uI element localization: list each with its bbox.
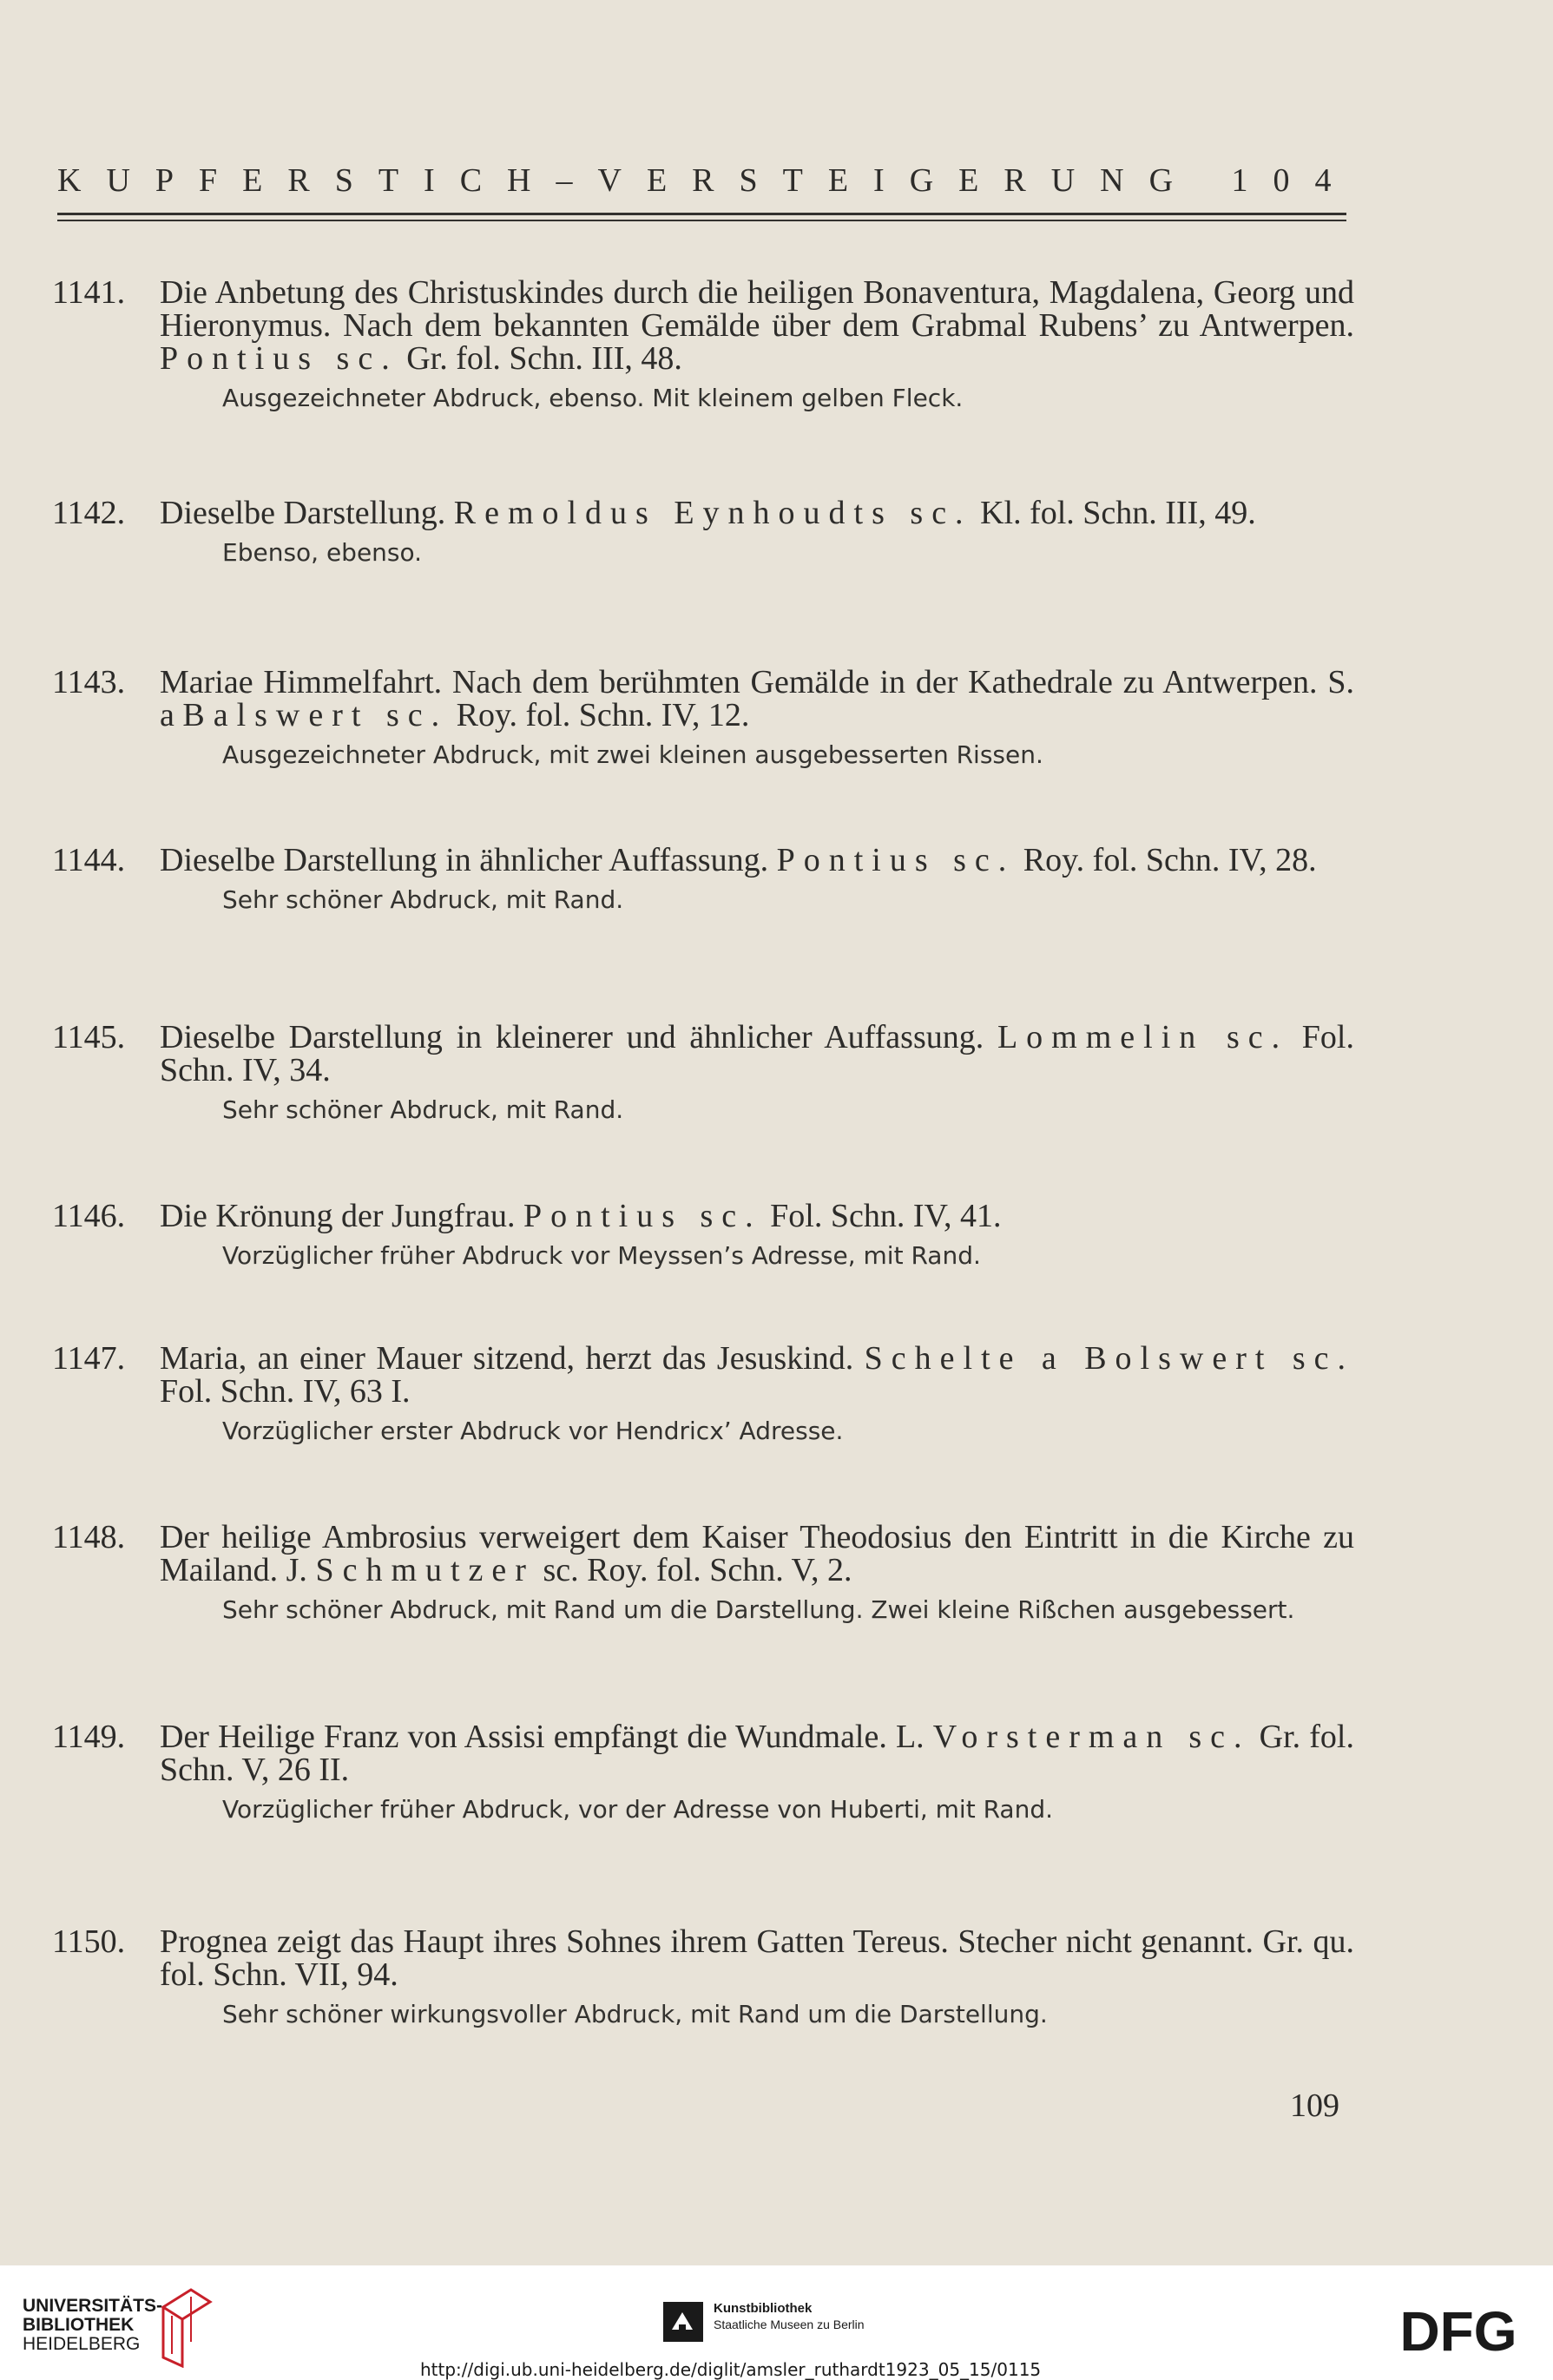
entry-title: Die Anbetung des Christuskindes durch die heiligen Bonaventura, Magdalena, Georg und Hieronymus. Nach dem bekannten Gemälde über dem Grabmal Rubens’ zu Antwerpen. Pontius sc. Gr. fol. Schn. III, 48. (160, 274, 1354, 377)
entry-condition-note: Vorzüglicher früher Abdruck, vor der Adresse von Huberti, mit Rand. (222, 1795, 1054, 1824)
catalog-entry-1145 (52, 1021, 1354, 1124)
header-rule-thin (57, 220, 1346, 221)
entry-condition-note: Ausgezeichneter Abdruck, mit zwei kleinen ausgebesserten Rissen. (222, 740, 1043, 769)
entry-condition-note: Sehr schöner Abdruck, mit Rand. (222, 885, 624, 914)
entry-number: 1143. (52, 664, 126, 700)
engraver-name: Lommelin sc. (997, 1019, 1289, 1055)
engraver-name: Pontius sc. (776, 842, 1016, 878)
entry-condition-note: Sehr schöner wirkungsvoller Abdruck, mit Rand um die Darstellung. (222, 2000, 1048, 2028)
entry-condition-note: Sehr schöner Abdruck, mit Rand. (222, 1095, 624, 1124)
kunstbibliothek-logo-text[interactable]: Kunstbibliothek Staatliche Museen zu Berlin (714, 2301, 865, 2331)
catalog-entry-1141 (52, 276, 1354, 412)
permalink-url[interactable]: http://digi.ub.uni-heidelberg.de/diglit/amsler_ruthardt1923_05_15/0115 (420, 2359, 1042, 2380)
entry-number: 1147. (52, 1340, 126, 1377)
header-rule-thick (57, 213, 1346, 215)
entry-title: Prognea zeigt das Haupt ihres Sohnes ihrem Gatten Tereus. Stecher nicht genannt. Gr. qu. fol. Schn. VII, 94. (160, 1923, 1354, 1993)
entry-number: 1148. (52, 1519, 126, 1555)
entry-title: Dieselbe Darstellung. Remoldus Eynhoudts sc. Kl. fol. Schn. III, 49. (160, 495, 1256, 531)
entry-condition-note: Ausgezeichneter Abdruck, ebenso. Mit kleinem gelben Fleck. (222, 384, 964, 412)
entry-number: 1149. (52, 1719, 126, 1755)
entry-number: 1142. (52, 495, 126, 531)
catalog-entry-1148 (52, 1521, 1354, 1624)
engraver-name: Vorsterman sc. (932, 1719, 1251, 1755)
kunstbibliothek-logo-icon[interactable] (661, 2300, 705, 2344)
entry-title: Die Krönung der Jungfrau. Pontius sc. Fol. Schn. IV, 41. (160, 1198, 1002, 1234)
engraver-name: Schelte a Bolswert sc. (864, 1340, 1354, 1377)
engraver-name: Schmutzer (315, 1552, 535, 1588)
entry-title: Mariae Himmelfahrt. Nach dem berühmten Gemälde in der Kathedrale zu Antwerpen. S. a Balswert sc. Roy. fol. Schn. IV, 12. (160, 664, 1354, 733)
entry-title: Dieselbe Darstellung in ähnlicher Auffassung. Pontius sc. Roy. fol. Schn. IV, 28. (160, 842, 1317, 878)
engraver-name: Remoldus Eynhoudts sc. (453, 495, 972, 531)
entry-title: Dieselbe Darstellung in kleinerer und ähnlicher Auffassung. Lommelin sc. Fol. Schn. IV, 34. (160, 1019, 1354, 1088)
entry-condition-note: Sehr schöner Abdruck, mit Rand um die Darstellung. Zwei kleine Rißchen ausgebessert. (222, 1595, 1295, 1624)
catalog-entry-1150 (52, 1925, 1354, 2028)
catalog-entry-1143 (52, 666, 1354, 769)
entry-condition-note: Ebenso, ebenso. (222, 538, 423, 567)
dfg-logo-text: DFG (1399, 2302, 1517, 2357)
entry-title: Der heilige Ambrosius verweigert dem Kaiser Theodosius den Eintritt in die Kirche zu Mailand. J. Schmutzer sc. Roy. fol. Schn. V, 2. (160, 1519, 1354, 1588)
catalog-entry-1146 (52, 1200, 1354, 1270)
catalog-entry-1144 (52, 844, 1354, 914)
entry-number: 1145. (52, 1019, 126, 1055)
running-header: KUPFERSTICH–VERSTEIGERUNG 104 (57, 162, 1357, 199)
entry-title: Der Heilige Franz von Assisi empfängt die Wundmale. L. Vorsterman sc. Gr. fol. Schn. V, 26 II. (160, 1719, 1354, 1788)
entry-number: 1144. (52, 842, 126, 878)
page-number: 109 (1290, 2087, 1339, 2124)
entry-condition-note: Vorzüglicher erster Abdruck vor Hendricx’ Adresse. (222, 1417, 844, 1445)
catalog-entry-1149 (52, 1720, 1354, 1824)
entry-number: 1146. (52, 1198, 126, 1234)
entry-number: 1150. (52, 1923, 126, 1960)
catalog-entry-1147 (52, 1342, 1354, 1445)
dfg-logo-icon[interactable] (1382, 2302, 1535, 2357)
entry-condition-note: Vorzüglicher früher Abdruck vor Meyssen’s Adresse, mit Rand. (222, 1241, 981, 1270)
entry-number: 1141. (52, 274, 126, 311)
engraver-name: Pontius sc. (160, 340, 398, 377)
viewer-footer (0, 2265, 1553, 2380)
ub-heidelberg-logo-icon[interactable] (156, 2281, 217, 2368)
entry-title: Maria, an einer Mauer sitzend, herzt das Jesuskind. Schelte a Bolswert sc. Fol. Schn. IV, 63 I. (160, 1340, 1354, 1410)
ub-heidelberg-logo-text[interactable]: UNIVERSITÄTS- BIBLIOTHEK HEIDELBERG (23, 2296, 163, 2354)
engraver-name: Pontius sc. (523, 1198, 762, 1234)
engraver-name: Balswert sc. (182, 697, 449, 733)
catalog-entry-1142 (52, 496, 1354, 567)
